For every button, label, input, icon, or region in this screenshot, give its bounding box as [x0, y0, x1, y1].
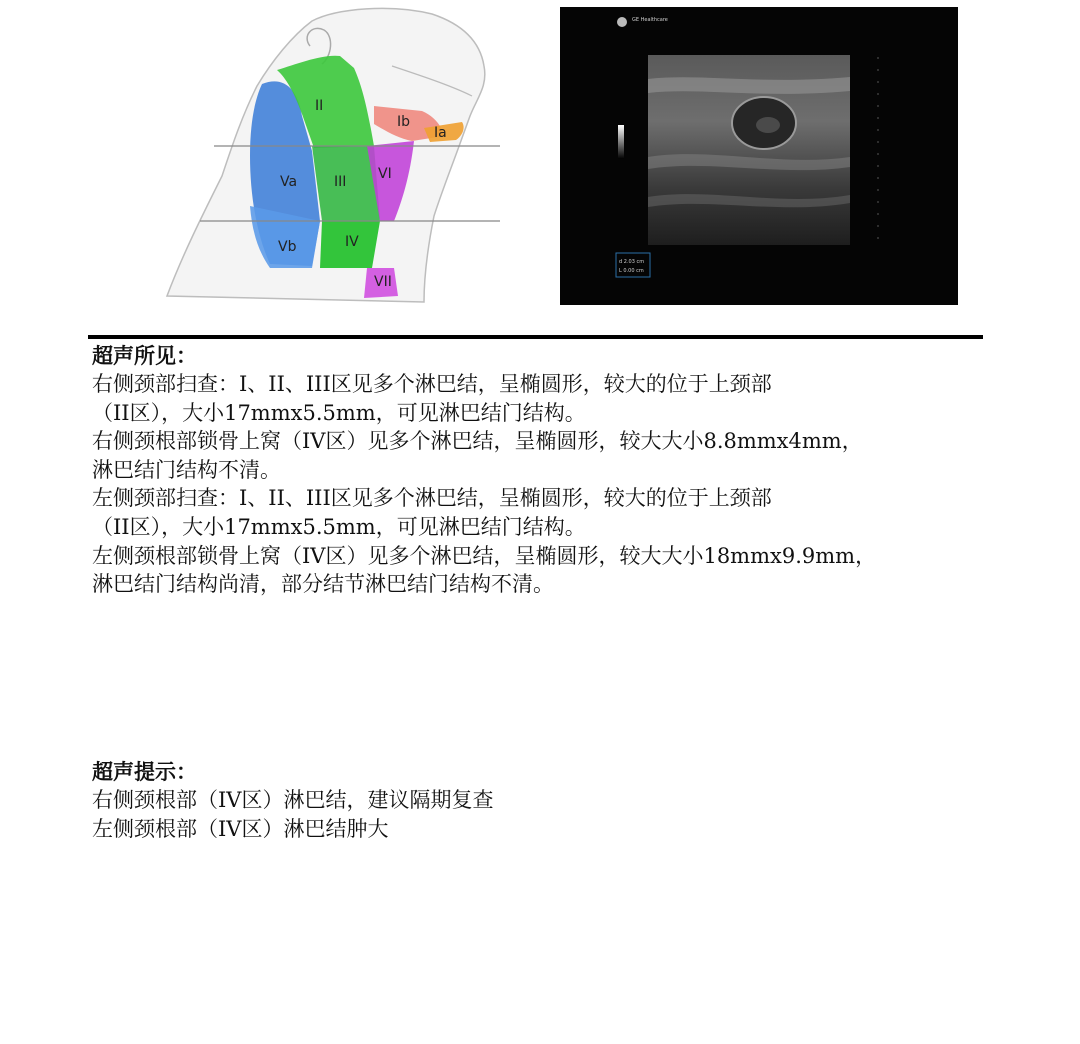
vendor-logo-icon	[617, 17, 627, 27]
impression-line: 左侧颈根部（IV区）淋巴结肿大	[92, 816, 389, 841]
measurement-l: L 0.00 cm	[619, 268, 644, 274]
zone-label-iii: III	[334, 174, 347, 190]
measurement-d: d 2.03 cm	[619, 259, 645, 265]
zone-label-ia: Ia	[434, 125, 447, 141]
findings-line: （II区），大小17mmx5.5mm，可见淋巴结门结构。	[92, 400, 586, 425]
zone-label-ii: II	[315, 98, 324, 114]
impression-section	[92, 758, 992, 843]
grayscale-bar	[618, 125, 624, 159]
zone-label-va: Va	[280, 174, 298, 190]
zone-label-ib: Ib	[397, 114, 411, 130]
neck-zone-svg	[162, 6, 534, 304]
ultrasound-image	[560, 7, 958, 305]
neck-lymph-zone-diagram	[162, 6, 534, 304]
zone-label-iv: IV	[345, 234, 359, 250]
zone-label-vb: Vb	[278, 239, 297, 255]
lymph-node-hilum	[756, 117, 780, 133]
findings-section	[92, 342, 992, 599]
section-divider	[88, 335, 983, 339]
impression-heading: 超声提示：	[92, 759, 197, 784]
findings-line: 左侧颈根部锁骨上窝（IV区）见多个淋巴结，呈椭圆形，较大大小18mmx9.9mm，	[92, 543, 877, 568]
findings-heading: 超声所见：	[92, 343, 197, 368]
findings-line: 淋巴结门结构尚清，部分结节淋巴结门结构不清。	[92, 572, 554, 597]
zone-label-vi: VI	[378, 166, 392, 182]
findings-line: 淋巴结门结构不清。	[92, 457, 281, 482]
impression-line: 右侧颈根部（IV区）淋巴结，建议隔期复查	[92, 788, 494, 812]
findings-line: 右侧颈根部锁骨上窝（IV区）见多个淋巴结，呈椭圆形，较大大小8.8mmx4mm，	[92, 429, 863, 454]
findings-line: 左侧颈部扫查：I、II、III区见多个淋巴结，呈椭圆形，较大的位于上颈部	[92, 486, 772, 511]
findings-line: （II区），大小17mmx5.5mm，可见淋巴结门结构。	[92, 514, 586, 539]
vendor-name: GE Healthcare	[632, 17, 668, 23]
ultrasound-svg	[560, 7, 958, 305]
findings-line: 右侧颈部扫查：I、II、III区见多个淋巴结，呈椭圆形，较大的位于上颈部	[92, 372, 772, 396]
zone-label-vii: VII	[374, 274, 392, 290]
